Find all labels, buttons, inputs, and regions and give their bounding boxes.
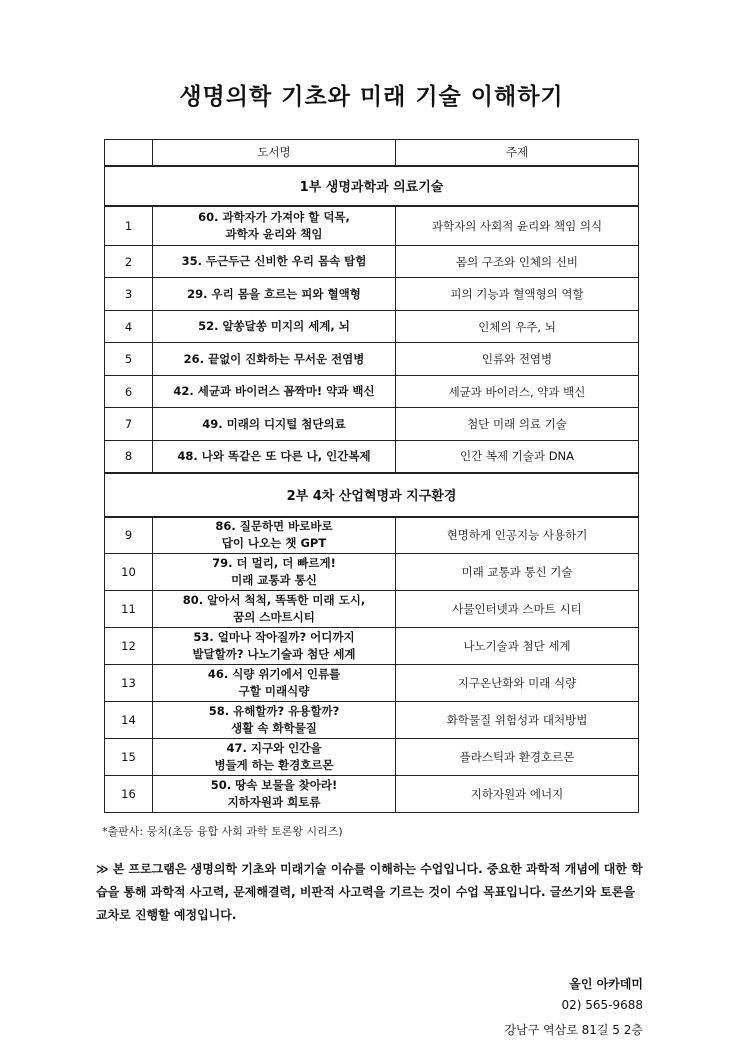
book-title-line: 48. 나와 똑같은 또 다른 나, 인간복제 xyxy=(177,448,371,463)
row-number: 5 xyxy=(105,343,153,376)
row-number: 3 xyxy=(105,278,153,311)
table-row xyxy=(105,441,639,473)
book-title-line: 병들게 하는 환경호르몬 xyxy=(214,758,334,772)
table-row xyxy=(105,376,639,408)
topic-cell: 현명하게 인공지능 사용하기 xyxy=(396,517,639,554)
book-title-line: 50. 땅속 보물을 찾아라! xyxy=(210,778,338,792)
book-title-line: 35. 두근두근 신비한 우리 몸속 탐험 xyxy=(181,254,367,268)
header-topic: 주제 xyxy=(396,140,639,166)
book-title-cell xyxy=(153,408,396,441)
book-title-line: 60. 과학자가 가져야 할 덕목, xyxy=(198,209,350,224)
topic-cell: 피의 기능과 혈액형의 역할 xyxy=(396,278,639,311)
section-header-row xyxy=(105,473,639,517)
topic-cell: 나노기술과 첨단 세계 xyxy=(396,628,639,665)
row-number: 4 xyxy=(105,311,153,343)
book-table-body xyxy=(105,140,639,813)
topic-cell: 첨단 미래 의료 기술 xyxy=(396,408,639,441)
publisher-note: *출판사: 뭉치(초등 융합 사회 과학 토론왕 시리즈) xyxy=(102,825,343,838)
book-title-cell xyxy=(153,776,396,813)
table-row xyxy=(105,776,639,813)
row-number: 14 xyxy=(105,702,153,739)
topic-cell: 화학물질 위험성과 대처방법 xyxy=(396,702,639,739)
row-number: 12 xyxy=(105,628,153,665)
row-number: 7 xyxy=(105,408,153,441)
table-row xyxy=(105,517,639,554)
page-title: 생명의학 기초와 미래 기술 이해하기 xyxy=(179,84,564,110)
book-title-line: 답이 나오는 챗 GPT xyxy=(221,536,327,551)
book-title-cell xyxy=(153,554,396,591)
book-title-line: 52. 알쏭달쏭 미지의 세계, 뇌 xyxy=(198,319,350,333)
table-header-row xyxy=(105,140,639,166)
table-row xyxy=(105,554,639,591)
row-number: 1 xyxy=(105,206,153,246)
table-row xyxy=(105,246,639,278)
book-title-line: 꿈의 스마트시티 xyxy=(233,610,315,624)
book-title-cell xyxy=(153,343,396,376)
table-row xyxy=(105,311,639,343)
row-number: 10 xyxy=(105,554,153,591)
topic-cell: 과학자의 사회적 윤리와 책임 의식 xyxy=(396,206,639,246)
book-title-line: 42. 세균과 바이러스 꼼짝마! 약과 백신 xyxy=(173,384,375,398)
table-row xyxy=(105,343,639,376)
topic-cell: 인간 복제 기술과 DNA xyxy=(396,441,639,473)
row-number: 13 xyxy=(105,665,153,702)
table-row xyxy=(105,628,639,665)
book-title-line: 26. 끝없이 진화하는 무서운 전염병 xyxy=(183,351,365,366)
row-number: 9 xyxy=(105,517,153,554)
row-number: 15 xyxy=(105,739,153,776)
table-row xyxy=(105,591,639,628)
book-title-line: 80. 알아서 척척, 똑똑한 미래 도시, xyxy=(182,593,366,607)
book-title-cell xyxy=(153,591,396,628)
book-title-line: 53. 얼마나 작아질까? 어디까지 xyxy=(193,630,355,644)
book-title-line: 구할 미래식량 xyxy=(238,684,310,698)
book-title-cell xyxy=(153,628,396,665)
book-title-line: 발달할까? 나노기술과 첨단 세계 xyxy=(192,647,356,661)
book-title-cell xyxy=(153,702,396,739)
book-title-line: 79. 더 멀리, 더 빠르게! xyxy=(212,556,336,570)
header-book-title: 도서명 xyxy=(153,140,396,166)
topic-cell: 지구온난화와 미래 식량 xyxy=(396,665,639,702)
section-title: 1부 생명과학과 의료기술 xyxy=(105,166,639,206)
row-number: 6 xyxy=(105,376,153,408)
book-title-cell xyxy=(153,665,396,702)
topic-cell: 인류와 전염병 xyxy=(396,343,639,376)
topic-cell: 세균과 바이러스, 약과 백신 xyxy=(396,376,639,408)
topic-cell: 지하자원과 에너지 xyxy=(396,776,639,813)
table-row xyxy=(105,739,639,776)
row-number: 11 xyxy=(105,591,153,628)
topic-cell: 몸의 구조와 인체의 신비 xyxy=(396,246,639,278)
book-title-cell xyxy=(153,278,396,311)
book-title-line: 86. 질문하면 바로바로 xyxy=(215,519,333,534)
table-row xyxy=(105,702,639,739)
topic-cell: 플라스틱과 환경호르몬 xyxy=(396,739,639,776)
program-description: ≫ 본 프로그램은 생명의학 기초와 미래기술 이슈를 이해하는 수업입니다. 중요한 과학적 개념에 대한 학습을 통해 과학적 사고력, 문제해결력, 비판적 사고력을 기르는 것이 수업 목표입니다. 글쓰기와 토론을 교차로 진행할 예정입니다. xyxy=(96,862,643,922)
topic-cell: 미래 교통과 통신 기술 xyxy=(396,554,639,591)
book-title-line: 지하자원과 희토류 xyxy=(227,795,321,809)
book-title-line: 58. 유해할까? 유용할까? xyxy=(208,704,340,718)
book-title-line: 29. 우리 몸을 흐르는 피와 혈액형 xyxy=(187,286,361,301)
academy-name: 올인 아카데미 xyxy=(569,977,643,991)
table-row xyxy=(105,665,639,702)
book-title-cell xyxy=(153,246,396,278)
book-title-cell xyxy=(153,739,396,776)
row-number: 8 xyxy=(105,441,153,473)
section-header-row xyxy=(105,166,639,206)
table-row xyxy=(105,206,639,246)
book-title-cell xyxy=(153,517,396,554)
book-title-line: 46. 식량 위기에서 인류를 xyxy=(207,667,341,681)
book-table xyxy=(104,139,639,813)
row-number: 16 xyxy=(105,776,153,813)
book-title-cell xyxy=(153,441,396,473)
book-title-line: 생활 속 화학물질 xyxy=(231,721,317,735)
academy-address: 강남구 역삼로 81길 5 2층 xyxy=(504,1023,643,1037)
book-title-cell xyxy=(153,206,396,246)
topic-cell: 인체의 우주, 뇌 xyxy=(396,311,639,343)
table-row xyxy=(105,408,639,441)
row-number: 2 xyxy=(105,246,153,278)
section-title: 2부 4차 산업혁명과 지구환경 xyxy=(105,473,639,517)
table-row xyxy=(105,278,639,311)
book-title-line: 과학자 윤리와 책임 xyxy=(225,226,323,241)
book-title-cell xyxy=(153,311,396,343)
book-title-line: 미래 교통과 통신 xyxy=(231,573,317,587)
topic-cell: 사물인터넷과 스마트 시티 xyxy=(396,591,639,628)
book-title-line: 47. 지구와 인간을 xyxy=(226,741,322,755)
book-title-line: 49. 미래의 디지털 첨단의료 xyxy=(202,416,346,431)
academy-phone: 02) 565-9688 xyxy=(561,998,643,1012)
book-title-cell xyxy=(153,376,396,408)
header-no xyxy=(105,140,153,166)
